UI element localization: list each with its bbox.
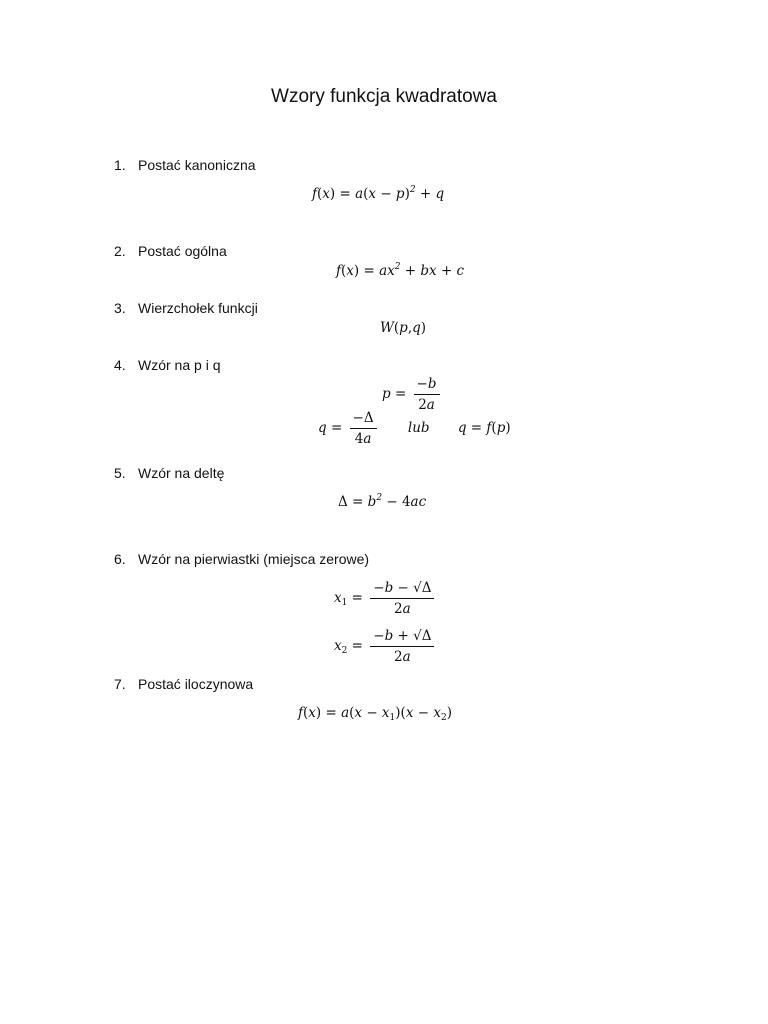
document-title: Wzory funkcja kwadratowa [271, 86, 497, 107]
formula-product: $f(x) = a(x - x_1)(x - x_2)$ [298, 705, 452, 723]
formula-x1: $x_1$ = $\frac{-b - √\Delta}{2a}$ [334, 580, 437, 617]
item-number: 2. [114, 243, 126, 259]
heading-canonical-form [114, 157, 256, 173]
item-number: 4. [114, 357, 126, 373]
item-number: 1. [114, 157, 126, 173]
formula-x2: $x_2$ = $\frac{-b + √\Delta}{2a}$ [334, 628, 437, 665]
fraction: $\frac{-b + √\Delta}{2a}$ [370, 628, 434, 665]
heading-delta [114, 465, 224, 481]
fraction: $\frac{-b}{2a}$ [414, 376, 440, 413]
heading-p-q [114, 357, 220, 373]
lub-word: lub [407, 420, 430, 436]
item-label: Postać iloczynowa [138, 676, 254, 692]
heading-product-form [114, 676, 253, 692]
item-number: 7. [114, 676, 126, 692]
fraction: $\frac{-b - √\Delta}{2a}$ [370, 580, 434, 617]
formula-q: q = $\frac{-\Delta}{4a}$ lub q = f(p) [318, 410, 511, 447]
item-label: Wierzchołek funkcji [138, 300, 258, 316]
formula-delta: $\Delta = b^2 - 4ac$ [338, 493, 427, 510]
formula-vertex: W(p,q) [380, 320, 427, 336]
item-number: 5. [114, 465, 126, 481]
item-label: Wzór na pierwiastki (miejsca zerowe) [138, 551, 370, 567]
item-label: Postać kanoniczna [138, 157, 256, 173]
item-label: Wzór na p i q [138, 357, 221, 373]
heading-general-form [114, 243, 227, 259]
item-label: Wzór na deltę [138, 465, 225, 481]
formula-general: $f(x) = ax^2$ + bx + c [336, 262, 465, 279]
item-label: Postać ogólna [138, 243, 227, 259]
item-number: 3. [114, 300, 126, 316]
formula-p: p = $\frac{-b}{2a}$ [382, 376, 443, 413]
item-number: 6. [114, 551, 126, 567]
formula-canonical: $f(x) = a(x - p)^2 + q$ [312, 185, 445, 202]
fraction: $\frac{-\Delta}{4a}$ [350, 410, 377, 447]
heading-vertex [114, 300, 258, 316]
heading-roots [114, 551, 369, 567]
